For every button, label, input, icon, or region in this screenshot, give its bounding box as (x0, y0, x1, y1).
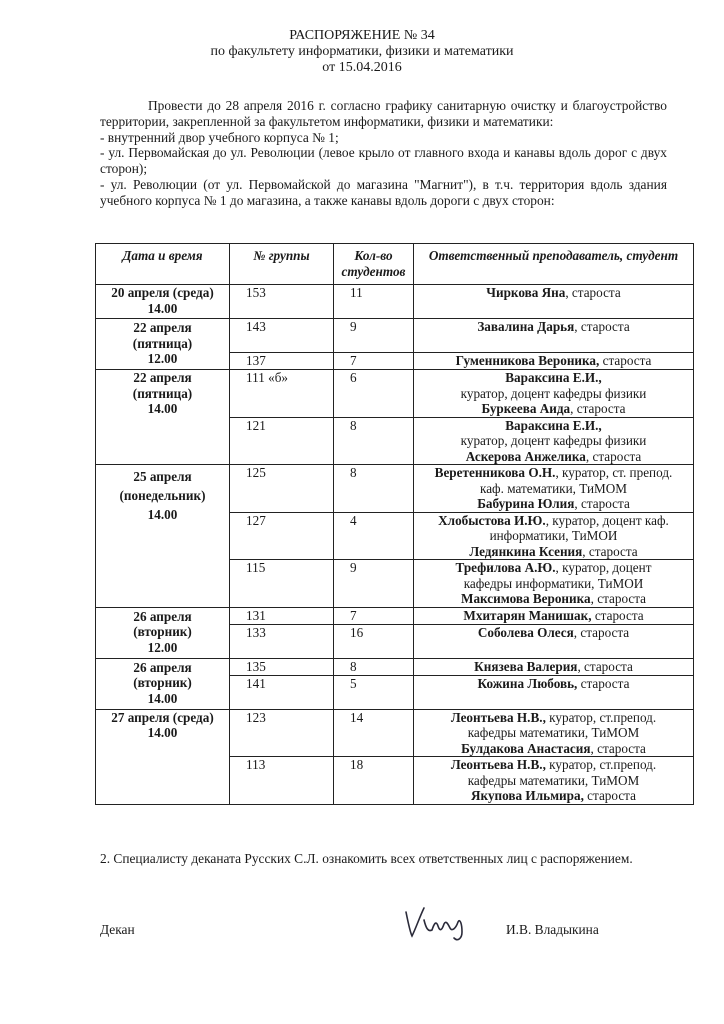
cell-responsible (414, 757, 694, 805)
role: , староста (570, 401, 626, 416)
role: кафедры математики, ТиМОМ (467, 772, 640, 788)
role: , староста (565, 285, 621, 300)
list-item: - ул. Революции (от ул. Первомайской до магазина "Магнит"), в т.ч. территория вдоль здания учебного корпуса № 1 до магазина, а также канавы вдоль дороги с двух сторон: (100, 176, 667, 208)
cell-responsible (414, 353, 694, 370)
cell-count: 4 (334, 512, 414, 560)
person-name: Буркеева Аида (481, 401, 571, 416)
person-name: Мхитарян Манишак, (463, 607, 592, 623)
person-name: Булдакова Анастасия (461, 740, 591, 756)
person-name: Бабурина Юлия (477, 496, 575, 511)
person-name: Вараксина Е.И., (505, 370, 602, 385)
cell-group: 125 (230, 465, 334, 513)
cell-date: 22 апреля (пятница) 12.00 (96, 319, 230, 370)
cell-count: 8 (334, 417, 414, 465)
cell-responsible (414, 285, 694, 319)
table-row (96, 709, 694, 757)
header-date: Дата и время (96, 244, 230, 285)
role: староста (577, 675, 630, 691)
cell-responsible (414, 607, 694, 624)
person-name: Чиркова Яна (486, 285, 566, 300)
table-row (96, 658, 694, 675)
person-name: Ледянкина Ксения (469, 543, 583, 559)
cell-count: 6 (334, 370, 414, 418)
table-row (96, 465, 694, 513)
cell-count: 14 (334, 709, 414, 757)
table-row (96, 319, 694, 353)
cell-group: 153 (230, 285, 334, 319)
header-count: Кол-во студентов (334, 244, 414, 285)
person-name: Якупова Ильмира, (471, 788, 584, 803)
cell-count: 18 (334, 757, 414, 805)
schedule-table (95, 243, 694, 805)
person-name: Аскерова Анжелика (465, 448, 586, 464)
role: кафедры математики, ТиМОМ (467, 725, 640, 740)
role: , куратор, ст. препод. (555, 465, 673, 480)
role: , куратор, доцент каф. (545, 512, 669, 528)
body-text (100, 98, 667, 209)
cell-date: 26 апреля (вторник) 12.00 (96, 607, 230, 658)
table-row (96, 370, 694, 418)
cell-date: 27 апреля (среда) 14.00 (96, 709, 230, 804)
person-name: Соболева Олеся (477, 624, 574, 640)
cell-group: 141 (230, 675, 334, 709)
cell-responsible (414, 319, 694, 353)
cell-group: 127 (230, 512, 334, 560)
person-name: Кожина Любовь, (477, 675, 578, 691)
document-header (0, 28, 724, 76)
person-name: Хлобыстова И.Ю. (438, 512, 546, 528)
cell-group: 137 (230, 353, 334, 370)
cell-group: 121 (230, 417, 334, 465)
cell-count: 9 (334, 319, 414, 353)
document-subtitle: по факультету информатики, физики и математики (210, 44, 514, 59)
cell-count: 16 (334, 624, 414, 658)
dean-label: Декан (100, 922, 135, 937)
person-name: Максимова Вероника (461, 591, 591, 606)
document-date: от 15.04.2016 (322, 60, 402, 75)
cell-group: 131 (230, 607, 334, 624)
person-name: Завалина Дарья (477, 319, 575, 334)
cell-date: 25 апреля (понедельник) 14.00 (96, 465, 230, 608)
cell-group: 135 (230, 658, 334, 675)
cell-responsible (414, 417, 694, 465)
role: , староста (590, 591, 646, 606)
footer-note: 2. Специалисту деканата Русских С.Л. ознакомить всех ответственных лиц с распоряжением. (100, 851, 633, 866)
cell-count: 7 (334, 607, 414, 624)
cell-count: 9 (334, 560, 414, 608)
cell-date: 26 апреля (вторник) 14.00 (96, 658, 230, 709)
table-header-row (96, 244, 694, 285)
role: куратор, доцент кафедры физики (460, 385, 647, 401)
cell-group: 113 (230, 757, 334, 805)
role: куратор, доцент кафедры физики (460, 433, 647, 448)
person-name: Веретенникова О.Н. (434, 465, 556, 480)
cell-count: 8 (334, 658, 414, 675)
person-name: Гуменникова Вероника, (455, 353, 600, 368)
cell-group: 115 (230, 560, 334, 608)
header-responsible: Ответственный преподаватель, студент (414, 244, 694, 285)
role: , куратор, доцент (555, 560, 652, 575)
cell-group: 133 (230, 624, 334, 658)
cell-count: 8 (334, 465, 414, 513)
table-row (96, 285, 694, 319)
role: , староста (573, 624, 630, 640)
header-group: № группы (230, 244, 334, 285)
cell-count: 7 (334, 353, 414, 370)
cell-responsible (414, 658, 694, 675)
cell-responsible (414, 709, 694, 757)
cell-count: 11 (334, 285, 414, 319)
person-name: Вараксина Е.И., (505, 417, 602, 433)
table-row (96, 607, 694, 624)
role: куратор, ст.препод. (545, 757, 657, 772)
role: , староста (585, 448, 642, 464)
cell-count: 5 (334, 675, 414, 709)
role: информатики, ТиМОИ (489, 528, 618, 543)
intro-paragraph: Провести до 28 апреля 2016 г. согласно графику санитарную очистку и благоустройство территории, закрепленной за факультетом информатики, физики и математики: (100, 98, 667, 129)
cell-date: 22 апреля (пятница) 14.00 (96, 370, 230, 465)
person-name: Леонтьева Н.В., (450, 709, 546, 725)
signature-image (402, 902, 472, 942)
cell-responsible (414, 465, 694, 513)
list-item: - внутренний двор учебного корпуса № 1; (100, 129, 339, 145)
cell-responsible (414, 370, 694, 418)
role: староста (591, 607, 644, 623)
role: кафедры информатики, ТиМОИ (463, 575, 644, 591)
document-title: РАСПОРЯЖЕНИЕ № 34 (289, 28, 435, 43)
role: , староста (577, 658, 633, 674)
role: каф. математики, ТиМОМ (480, 480, 627, 496)
role: , староста (582, 543, 638, 559)
cell-group: 123 (230, 709, 334, 757)
dean-name: И.В. Владыкина (506, 922, 599, 937)
cell-group: 111 «б» (230, 370, 334, 418)
role: староста (599, 353, 652, 368)
cell-date: 20 апреля (среда) 14.00 (96, 285, 230, 319)
person-name: Трефилова А.Ю. (455, 560, 556, 575)
person-name: Леонтьева Н.В., (450, 757, 546, 772)
cell-responsible (414, 675, 694, 709)
role: староста (583, 788, 636, 803)
role: , староста (574, 319, 630, 334)
role: , староста (590, 740, 646, 756)
person-name: Князева Валерия (474, 658, 578, 674)
cell-group: 143 (230, 319, 334, 353)
list-item: - ул. Первомайская до ул. Революции (левое крыло от главного входа и канавы вдоль дорог с двух сторон); (100, 145, 667, 177)
role: куратор, ст.препод. (545, 709, 657, 725)
role: , староста (574, 496, 630, 511)
cell-responsible (414, 512, 694, 560)
cell-responsible (414, 624, 694, 658)
cell-responsible (414, 560, 694, 608)
